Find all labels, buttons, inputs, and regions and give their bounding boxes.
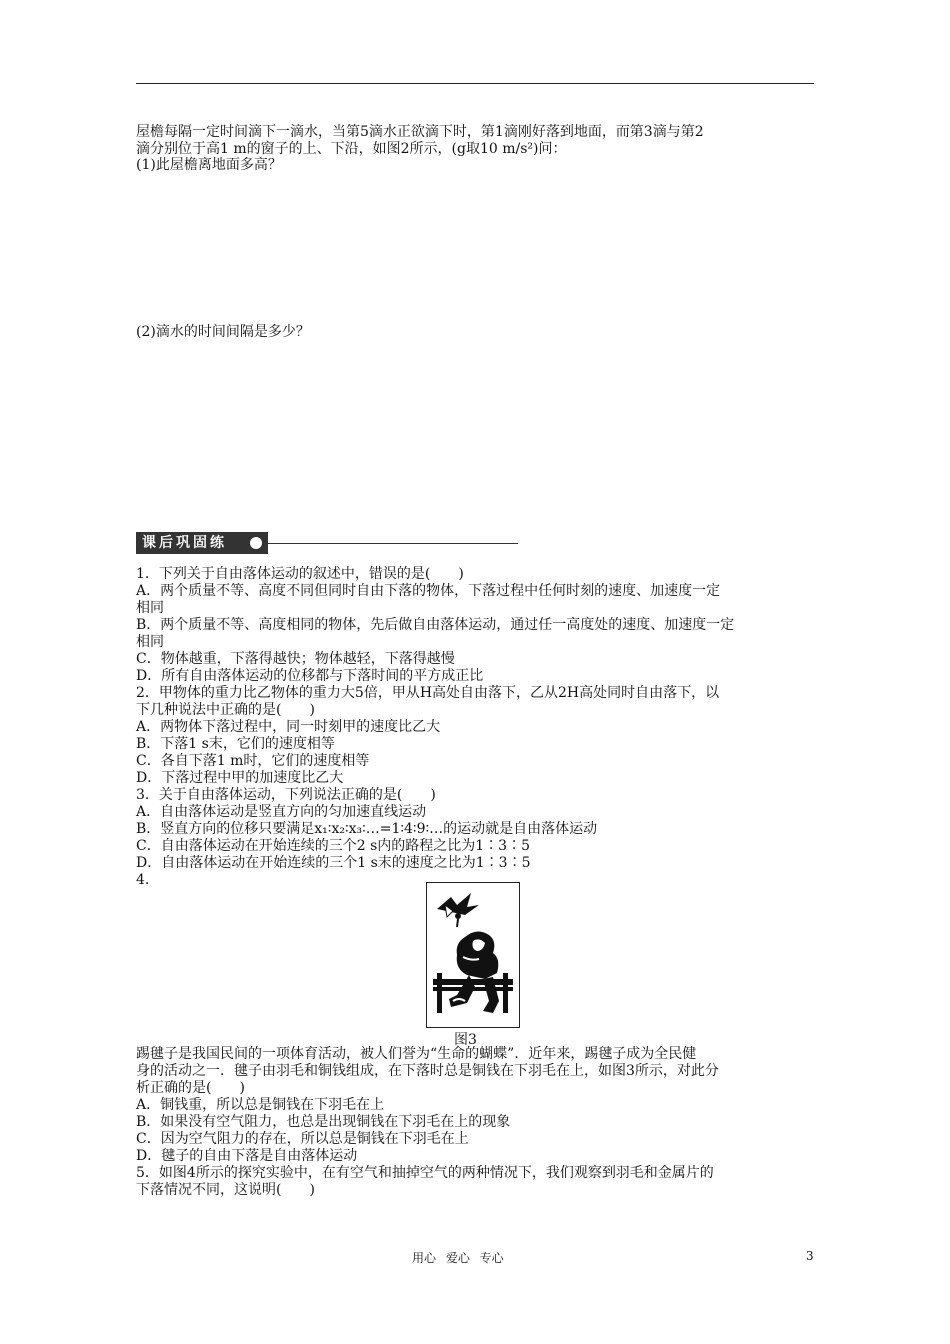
intro-line: 滴分别位于高1 m的窗子的上、下沿，如图2所示，(g取10 m/s²)问： xyxy=(136,141,567,157)
question-line: C．各自下落1 m时，它们的速度相等 xyxy=(136,753,370,769)
question-line: A．两个质量不等、高度不同但同时自由下落的物体，下落过程中任何时刻的速度、加速度一定 xyxy=(136,583,721,599)
sub-question-1: (1)此屋檐离地面多高？ xyxy=(136,157,282,173)
question-line: 下落情况不同，这说明( ) xyxy=(136,1182,315,1198)
question-line: C．物体越重，下落得越快；物体越轻，下落得越慢 xyxy=(136,651,455,667)
question-line: D．下落过程中甲的加速度比乙大 xyxy=(136,770,344,786)
question-list xyxy=(136,566,816,889)
intro-line: 屋檐每隔一定时间滴下一滴水，当第5滴水正欲滴下时，第1滴刚好落到地面，而第3滴与第2 xyxy=(136,124,704,140)
question-line: A．自由落体运动是竖直方向的匀加速直线运动 xyxy=(136,804,427,820)
shuttlecock-kicker-icon xyxy=(427,883,519,1027)
question-line: B．两个质量不等、高度相同的物体，先后做自由落体运动，通过任一高度处的速度、加速度一定 xyxy=(136,617,735,633)
problem-intro xyxy=(136,124,816,158)
question-line: 踢毽子是我国民间的一项体育活动，被人们誉为“生命的蝴蝶”．近年来，踢毽子成为全民健 xyxy=(136,1046,697,1062)
question-line: A．两物体下落过程中，同一时刻甲的速度比乙大 xyxy=(136,719,441,735)
question-line: D．自由落体运动在开始连续的三个1 s末的速度之比为1∶3∶5 xyxy=(136,855,531,871)
question-line: 身的活动之一．毽子由羽毛和铜钱组成，在下落时总是铜钱在下羽毛在上，如图3所示，对此分 xyxy=(136,1063,719,1079)
question-line: 2．甲物体的重力比乙物体的重力大5倍，甲从H高处自由落下，乙从2H高处同时自由落下，以 xyxy=(136,685,720,701)
section-divider xyxy=(268,543,518,544)
question-line: 相同 xyxy=(136,634,164,650)
question-line: A．铜钱重，所以总是铜钱在下羽毛在上 xyxy=(136,1097,385,1113)
page-number: 3 xyxy=(806,1249,814,1263)
figure-3-caption: 图3 xyxy=(454,1032,477,1048)
question-line: D．所有自由落体运动的位移都与下落时间的平方成正比 xyxy=(136,668,484,684)
question-line: 下几种说法中正确的是( ) xyxy=(136,702,315,718)
question-line: 3．关于自由落体运动，下列说法正确的是( ) xyxy=(136,787,436,803)
question-line: 1．下列关于自由落体运动的叙述中，错误的是( ) xyxy=(136,566,464,582)
question-line: 5．如图4所示的探究实验中，在有空气和抽掉空气的两种情况下，我们观察到羽毛和金属片的 xyxy=(136,1165,714,1181)
question-line: D．毽子的自由下落是自由落体运动 xyxy=(136,1148,358,1164)
question-line: B．竖直方向的位移只要满足x₁∶x₂∶x₃∶…=1∶4∶9∶…的运动就是自由落体运动 xyxy=(136,821,598,837)
question-line: 4. xyxy=(136,872,150,888)
page-footer: 用心 爱心 专心 xyxy=(412,1251,504,1265)
question-line: 相同 xyxy=(136,600,164,616)
question-line: 析正确的是( ) xyxy=(136,1080,245,1096)
sub-question-2: (2)滴水的时间间隔是多少？ xyxy=(136,324,310,340)
question-line: B．下落1 s末，它们的速度相等 xyxy=(136,736,335,752)
section-title: 课后巩固练 xyxy=(136,532,268,554)
bullet-dot-icon xyxy=(250,537,262,549)
header-rule xyxy=(136,83,814,84)
question-line: C．自由落体运动在开始连续的三个2 s内的路程之比为1∶3∶5 xyxy=(136,838,530,854)
figure-3-shuttlecock-illustration xyxy=(426,882,520,1028)
question-line: B．如果没有空气阻力，也总是出现铜钱在下羽毛在上的现象 xyxy=(136,1114,511,1130)
question-4-and-5 xyxy=(136,1046,816,1199)
question-line: C．因为空气阻力的存在，所以总是铜钱在下羽毛在上 xyxy=(136,1131,469,1147)
